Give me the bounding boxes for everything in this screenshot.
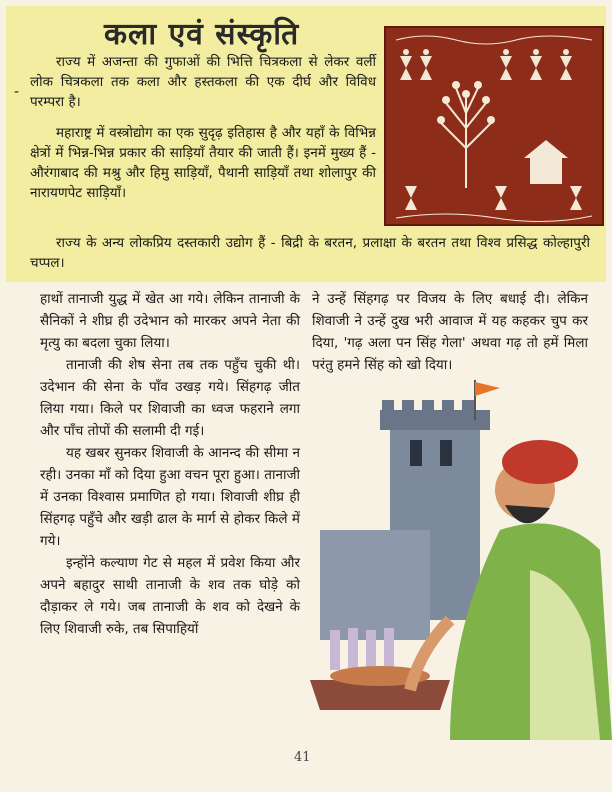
story-left-column	[40, 288, 300, 640]
page-number: 41	[294, 750, 311, 765]
intro-paragraph-2: महाराष्ट्र में वस्त्रोद्योग का एक सुदृढ़ इतिहास है और यहाँ के विभिन्न क्षेत्रों में भिन्न-भिन्न प्रकार की साड़ियाँ तैयार की जाती हैं। इनमें मुख्य हैं - औरंगाबाद की मश्रु और हिमु साड़ियाँ, पैथानी साड़ियाँ तथा शोलापुर की नारायणपेट साड़ियाँ।	[30, 125, 376, 201]
warli-painting-image	[384, 26, 604, 226]
shivaji-fort-illustration	[300, 380, 612, 740]
story-paragraph-2: तानाजी की शेष सेना तब तक पहुँच चुकी थी। उदेभान की सेना के पाँव उखड़ गये। सिंहगढ़ जीत लिया गया। किले पर शिवाजी का ध्वज फहराने लगा और पाँच तोपों की सलामी दी गई।	[40, 357, 300, 439]
story-paragraph-1: हाथों तानाजी युद्ध में खेत आ गये। लेकिन तानाजी के सैनिकों ने शीघ्र ही उदेभान को मारकर अपने नेता की मृत्यु का बदला चुका लिया।	[40, 291, 300, 351]
section-title: कला एवं संस्कृति	[104, 17, 300, 52]
story-paragraph-3: यह खबर सुनकर शिवाजी के आनन्द की सीमा न रही। उनका माँ को दिया हुआ वचन पूरा हुआ। तानाजी में उनका विश्वास प्रमाणित हो गया। शिवाजी शीघ्र ही सिंहगढ़ पहुँचे और खड़ी ढाल के मार्ग से होकर किले में गये।	[40, 445, 300, 549]
intro-paragraph-1: राज्य में अजन्ता की गुफाओं की भित्ति चित्रकला से लेकर वर्ली लोक चित्रकला तक कला और हस्तकला की एक दीर्घ और विविध परम्परा है।	[30, 54, 376, 110]
story-paragraph-4: इन्होंने कल्याण गेट से महल में प्रवेश किया और अपने बहादुर साथी तानाजी के शव तक घोड़े को दौड़ाकर ले गये। जब तानाजी के शव को देखने के लिए शिवाजी रुके, तब सिपाहियों	[40, 555, 300, 637]
story-right-column	[312, 288, 588, 376]
margin-dash: -	[14, 84, 20, 100]
story-paragraph-5: ने उन्हें सिंहगढ़ पर विजय के लिए बधाई दी। लेकिन शिवाजी ने उन्हें दुख भरी आवाज में यह कहकर चुप कर दिया, 'गढ़ अला पन सिंह गेला' अथवा गढ़ तो हमें मिला परंतु हमने सिंह को खो दिया।	[312, 291, 588, 373]
intro-paragraph-3: राज्य के अन्य लोकप्रिय दस्तकारी उद्योग हैं - बिद्री के बरतन, प्रलाक्षा के बरतन तथा विश्व प्रसिद्ध कोल्हापुरी चप्पल।	[30, 235, 590, 271]
